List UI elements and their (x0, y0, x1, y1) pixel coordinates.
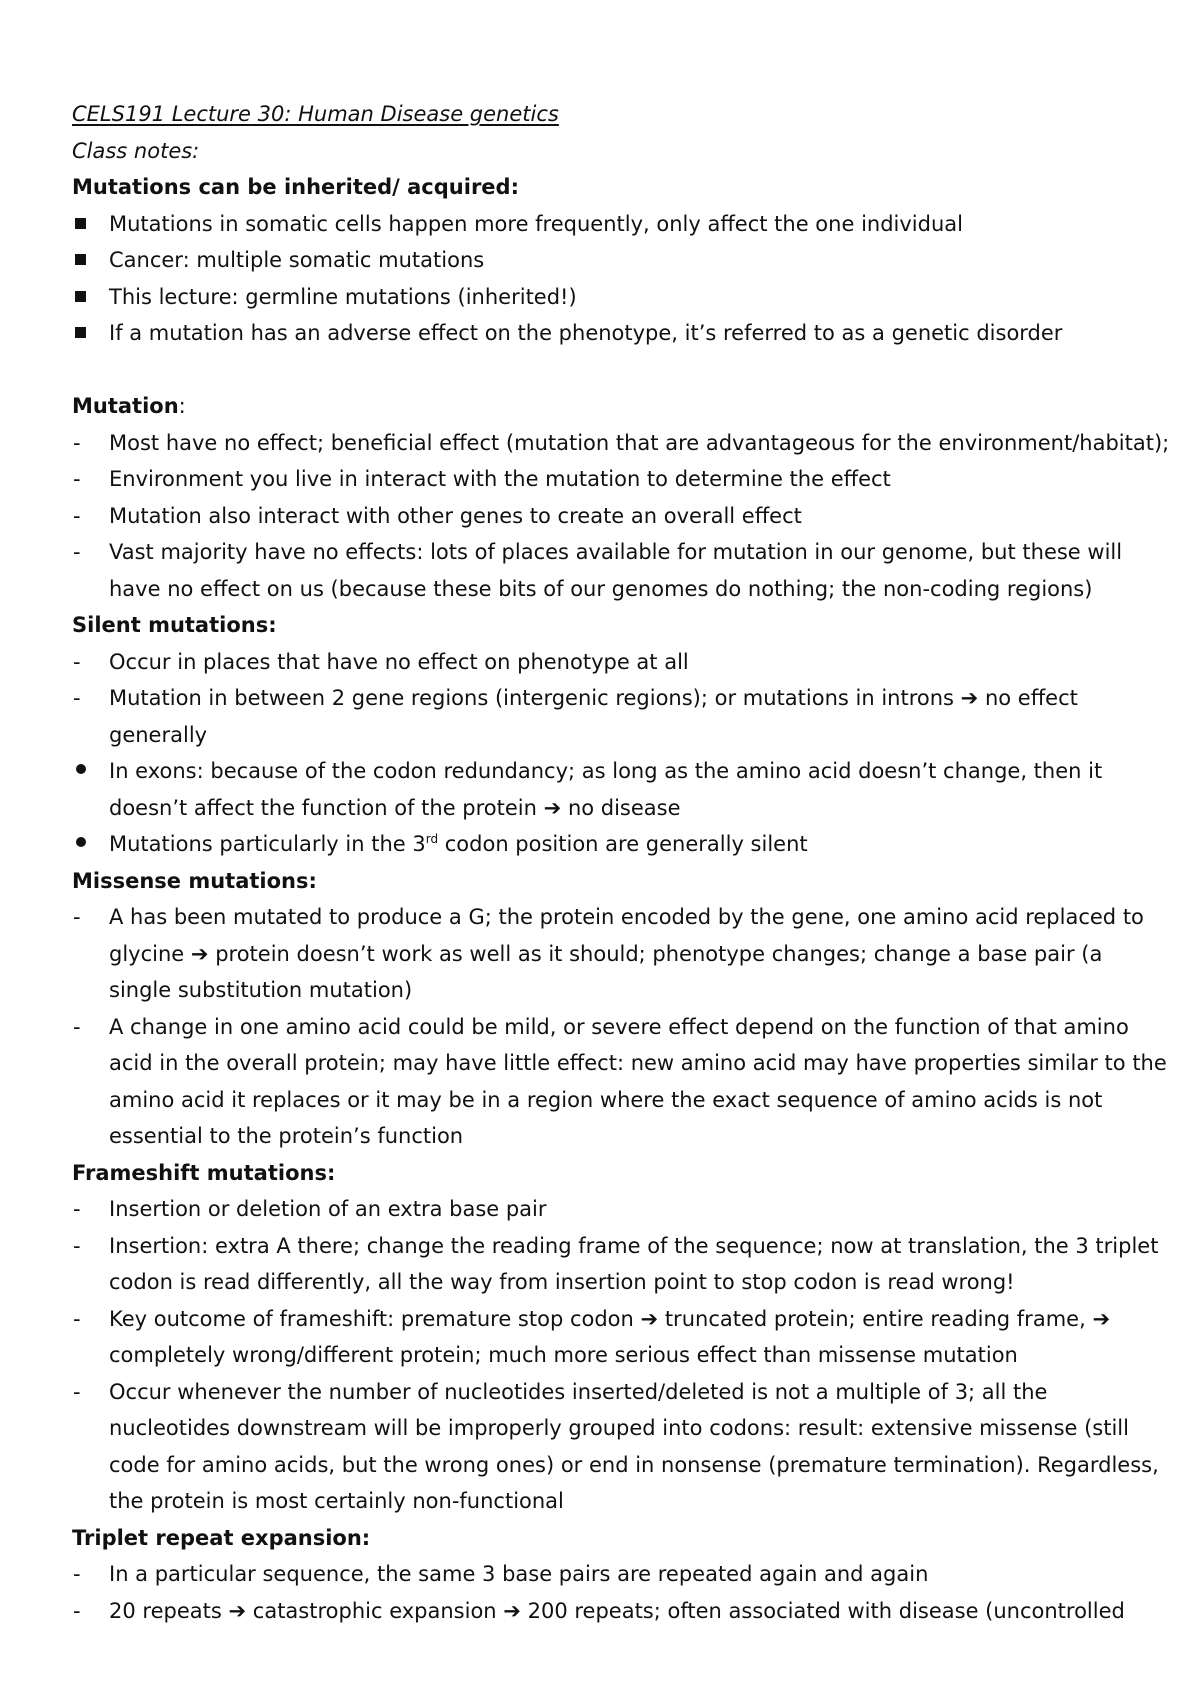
list-item: - Environment you live in interact with the mutation to determine the effect (72, 461, 1142, 498)
section-heading-inherited: Mutations can be inherited/ acquired: (72, 175, 519, 199)
list-item-continuation: acid in the overall protein; may have little effect: new amino acid may have properties similar to the (109, 1051, 1167, 1075)
list-item-continuation: doesn’t affect the function of the protein ➔ no disease (109, 795, 681, 820)
list-item-continuation: code for amino acids, but the wrong ones) or end in nonsense (premature termination). Regardless, (109, 1452, 1159, 1477)
list-item: - In a particular sequence, the same 3 base pairs are repeated again and again (72, 1556, 1142, 1593)
list-item-continuation: codon is read differently, all the way from insertion point to stop codon is read wrong! (109, 1270, 1015, 1294)
list-item-continuation: single substitution mutation) (109, 978, 413, 1002)
square-bullet-icon (75, 327, 86, 338)
list-item: Mutations particularly in the 3rd codon position are generally silent (72, 826, 1142, 863)
list-item: In exons: because of the codon redundancy; as long as the amino acid doesn’t change, then it (72, 753, 1142, 790)
list-item: Cancer: multiple somatic mutations (72, 242, 1142, 279)
round-bullet-icon (76, 764, 86, 774)
square-bullet-icon (75, 254, 86, 265)
section-heading-mutation: Mutation: (72, 394, 186, 418)
dash-bullet: - (73, 1379, 81, 1404)
superscript: rd (425, 832, 439, 846)
list-item: - Mutation also interact with other genes to create an overall effect (72, 498, 1142, 535)
list-item-continuation: nucleotides downstream will be improperly grouped into codons: result: extensive missense (still (109, 1416, 1129, 1440)
arrow-right-icon: ➔ (190, 941, 209, 966)
arrow-right-icon: ➔ (503, 1598, 521, 1623)
list-item-continuation: generally (109, 722, 208, 747)
arrow-right-icon: ➔ (543, 795, 562, 820)
section-heading-missense: Missense mutations: (72, 868, 317, 893)
dash-bullet: - (73, 503, 81, 528)
spacer (72, 352, 1142, 389)
square-bullet-icon (75, 291, 86, 302)
document-title: CELS191 Lecture 30: Human Disease genetics (72, 102, 559, 126)
dash-bullet: - (73, 1562, 81, 1586)
list-item: - Most have no effect; beneficial effect (mutation that are advantageous for the environment/habitat); (72, 425, 1142, 462)
list-item: - A change in one amino acid could be mild, or severe effect depend on the function of that amino (72, 1009, 1142, 1046)
list-item: - Occur in places that have no effect on phenotype at all (72, 644, 1142, 681)
dash-bullet: - (73, 686, 81, 710)
arrow-right-icon: ➔ (1092, 1306, 1111, 1331)
dash-bullet: - (73, 1598, 81, 1623)
list-item-continuation: completely wrong/different protein; much more serious effect than missense mutation (109, 1343, 1018, 1367)
dash-bullet: - (73, 430, 81, 455)
list-item: If a mutation has an adverse effect on the phenotype, it’s referred to as a genetic disorder (72, 315, 1142, 352)
section-heading-triplet: Triplet repeat expansion: (72, 1525, 371, 1550)
list-item: - Mutation in between 2 gene regions (intergenic regions); or mutations in introns ➔ no effect (72, 680, 1142, 717)
list-item: - A has been mutated to produce a G; the protein encoded by the gene, one amino acid replaced to (72, 899, 1142, 936)
dash-bullet: - (73, 905, 81, 929)
list-item: - Insertion or deletion of an extra base pair (72, 1191, 1142, 1228)
dash-bullet: - (73, 540, 81, 564)
list-item: - Occur whenever the number of nucleotides inserted/deleted is not a multiple of 3; all the (72, 1374, 1142, 1411)
list-item-continuation: the protein is most certainly non-functional (109, 1489, 564, 1513)
dash-bullet: - (73, 1197, 81, 1221)
dash-bullet: - (73, 1306, 81, 1331)
dash-bullet: - (73, 1014, 81, 1039)
dash-bullet: - (73, 1233, 81, 1258)
list-item: This lecture: germline mutations (inherited!) (72, 279, 1142, 316)
arrow-right-icon: ➔ (960, 686, 979, 710)
dash-bullet: - (73, 649, 81, 674)
square-bullet-icon (75, 218, 86, 229)
list-item: - 20 repeats ➔ catastrophic expansion ➔ 200 repeats; often associated with disease (uncontrolled (72, 1593, 1142, 1630)
list-item: Mutations in somatic cells happen more frequently, only affect the one individual (72, 206, 1142, 243)
round-bullet-icon (76, 837, 86, 847)
list-item: - Insertion: extra A there; change the reading frame of the sequence; now at translation, the 3 triplet (72, 1228, 1142, 1265)
arrow-right-icon: ➔ (640, 1306, 659, 1331)
dash-bullet: - (73, 467, 81, 491)
list-item: - Key outcome of frameshift: premature stop codon ➔ truncated protein; entire reading frame, ➔ (72, 1301, 1142, 1338)
list-item: - Vast majority have no effects: lots of places available for mutation in our genome, but these will (72, 534, 1142, 571)
section-heading-silent: Silent mutations: (72, 613, 277, 637)
section-heading-frameshift: Frameshift mutations: (72, 1160, 336, 1185)
arrow-right-icon: ➔ (228, 1598, 247, 1623)
document-body (72, 96, 1170, 1629)
list-item-continuation: amino acid it replaces or it may be in a region where the exact sequence of amino acids is not (109, 1087, 1103, 1112)
class-notes-heading: Class notes: (72, 138, 200, 163)
list-item-continuation: have no effect on us (because these bits of our genomes do nothing; the non-coding regions) (109, 576, 1093, 601)
list-item-continuation: essential to the protein’s function (109, 1124, 464, 1148)
list-item-continuation: glycine ➔ protein doesn’t work as well as it should; phenotype changes; change a base pair (a (109, 941, 1103, 966)
